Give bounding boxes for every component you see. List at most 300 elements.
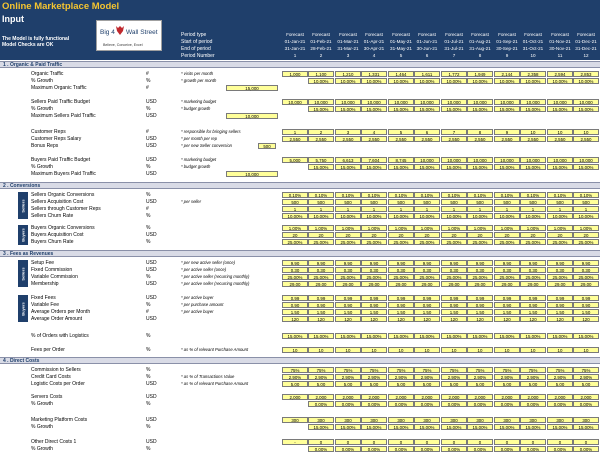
value-cell[interactable]: 5,000 xyxy=(282,157,308,162)
value-cell[interactable]: 15.00% xyxy=(308,424,334,429)
value-cell[interactable]: 10,000 xyxy=(467,99,493,104)
value-cell[interactable]: 1.00% xyxy=(520,225,546,230)
value-cell[interactable]: 0.90 xyxy=(335,302,361,307)
value-cell[interactable]: 1 xyxy=(441,206,467,211)
value-cell[interactable]: 10,000 xyxy=(282,99,308,104)
value-cell[interactable]: 9.90 xyxy=(282,260,308,265)
value-cell[interactable]: 10.00% xyxy=(573,78,599,83)
value-cell[interactable]: 2,000 xyxy=(414,394,440,399)
value-cell[interactable]: 1.50 xyxy=(467,309,493,314)
value-cell[interactable]: 29.00 xyxy=(520,281,546,286)
value-cell[interactable]: 10 xyxy=(282,347,308,352)
value-cell[interactable]: 15.00% xyxy=(335,424,361,429)
value-cell[interactable]: 0.90 xyxy=(282,302,308,307)
value-cell[interactable]: 10,000 xyxy=(441,157,467,162)
value-cell[interactable]: 0.00% xyxy=(441,446,467,451)
value-cell[interactable]: 15.00% xyxy=(361,164,387,169)
value-cell[interactable]: 0 xyxy=(308,439,334,444)
value-cell[interactable]: 10,000 xyxy=(520,157,546,162)
value-cell[interactable]: 300 xyxy=(361,417,387,422)
value-cell[interactable]: 10,000 xyxy=(441,99,467,104)
value-cell[interactable]: 1,331 xyxy=(361,71,387,76)
value-cell[interactable]: 500 xyxy=(441,199,467,204)
value-cell[interactable]: 15.00% xyxy=(335,164,361,169)
value-cell[interactable]: - xyxy=(282,439,308,444)
value-cell[interactable]: 25.00% xyxy=(547,274,573,279)
value-cell[interactable]: 15.00% xyxy=(573,164,599,169)
value-cell[interactable]: 500 xyxy=(520,199,546,204)
value-cell[interactable]: 10.00% xyxy=(361,213,387,218)
value-cell[interactable]: 0.30 xyxy=(414,267,440,272)
value-cell[interactable]: 0.00% xyxy=(441,401,467,406)
value-cell[interactable]: 2,550 xyxy=(414,136,440,141)
value-cell[interactable]: 2.90% xyxy=(308,374,334,379)
value-cell[interactable]: 1.50 xyxy=(335,309,361,314)
value-cell[interactable]: 25.00% xyxy=(308,239,334,244)
value-cell[interactable]: 15.00% xyxy=(441,164,467,169)
value-cell[interactable]: 1.50 xyxy=(441,309,467,314)
value-cell[interactable]: 300 xyxy=(467,417,493,422)
value-cell[interactable]: 0.99 xyxy=(520,295,546,300)
value-cell[interactable]: 10.00% xyxy=(494,213,520,218)
value-cell[interactable]: 29.00 xyxy=(361,281,387,286)
bonus-value-cell[interactable]: 500 xyxy=(258,143,276,148)
value-cell[interactable]: 0.00% xyxy=(573,401,599,406)
value-cell[interactable]: 10.00% xyxy=(282,213,308,218)
value-cell[interactable]: 0.30 xyxy=(335,267,361,272)
value-cell[interactable]: 10,000 xyxy=(573,157,599,162)
value-cell[interactable]: 2,000 xyxy=(361,394,387,399)
value-cell[interactable]: 10,000 xyxy=(414,157,440,162)
value-cell[interactable]: 2,000 xyxy=(547,394,573,399)
value-cell[interactable]: 5.00 xyxy=(308,381,334,386)
value-cell[interactable]: 20 xyxy=(573,232,599,237)
value-cell[interactable]: 1.00% xyxy=(547,225,573,230)
value-cell[interactable]: 500 xyxy=(414,199,440,204)
value-cell[interactable]: 2.90% xyxy=(573,374,599,379)
value-cell[interactable]: 0 xyxy=(573,439,599,444)
value-cell[interactable]: 10 xyxy=(573,347,599,352)
value-cell[interactable]: 1.00% xyxy=(388,225,414,230)
value-cell[interactable]: 9.90 xyxy=(414,260,440,265)
value-cell[interactable]: 120 xyxy=(308,316,334,321)
value-cell[interactable]: 1.00% xyxy=(494,225,520,230)
value-cell[interactable]: 29.00 xyxy=(547,281,573,286)
value-cell[interactable]: 120 xyxy=(494,316,520,321)
value-cell[interactable]: 120 xyxy=(573,316,599,321)
value-cell[interactable]: 10 xyxy=(467,347,493,352)
value-cell[interactable]: 500 xyxy=(308,199,334,204)
value-cell[interactable]: 9.90 xyxy=(441,260,467,265)
value-cell[interactable]: 0.99 xyxy=(335,295,361,300)
value-cell[interactable]: 0.90 xyxy=(361,302,387,307)
value-cell[interactable]: 1.50 xyxy=(282,309,308,314)
value-cell[interactable]: 9 xyxy=(494,129,520,134)
value-cell[interactable]: 10.00% xyxy=(547,213,573,218)
value-cell[interactable]: 300 xyxy=(573,417,599,422)
value-cell[interactable]: 15.00% xyxy=(388,106,414,111)
value-cell[interactable]: 0.10% xyxy=(520,192,546,197)
value-cell[interactable]: 75% xyxy=(547,367,573,372)
value-cell[interactable]: 9.90 xyxy=(494,260,520,265)
value-cell[interactable]: 500 xyxy=(282,199,308,204)
value-cell[interactable]: 25.00% xyxy=(361,274,387,279)
value-cell[interactable]: 10.00% xyxy=(467,213,493,218)
value-cell[interactable]: 25.00% xyxy=(573,274,599,279)
value-cell[interactable]: 15.00% xyxy=(467,164,493,169)
value-cell[interactable]: 0.99 xyxy=(388,295,414,300)
value-cell[interactable]: 1.50 xyxy=(361,309,387,314)
value-cell[interactable]: 9.90 xyxy=(547,260,573,265)
value-cell[interactable]: 75% xyxy=(573,367,599,372)
value-cell[interactable]: 0.30 xyxy=(361,267,387,272)
value-cell[interactable]: 9.90 xyxy=(520,260,546,265)
value-cell[interactable]: 1.50 xyxy=(547,309,573,314)
value-cell[interactable]: 10,000 xyxy=(414,99,440,104)
value-cell[interactable]: 0.10% xyxy=(573,192,599,197)
value-cell[interactable]: 20 xyxy=(414,232,440,237)
value-cell[interactable]: 1 xyxy=(282,129,308,134)
value-cell[interactable]: 75% xyxy=(282,367,308,372)
value-cell[interactable]: 15.00% xyxy=(520,106,546,111)
value-cell[interactable]: 0.10% xyxy=(441,192,467,197)
value-cell[interactable]: 0.90 xyxy=(494,302,520,307)
value-cell[interactable]: 0.00% xyxy=(494,401,520,406)
value-cell[interactable]: 15.00% xyxy=(494,333,520,338)
value-cell[interactable]: 15.00% xyxy=(547,424,573,429)
value-cell[interactable]: 0.90 xyxy=(414,302,440,307)
value-cell[interactable]: 0.30 xyxy=(573,267,599,272)
value-cell[interactable]: 300 xyxy=(335,417,361,422)
value-cell[interactable]: 5,750 xyxy=(308,157,334,162)
value-cell[interactable]: 0 xyxy=(414,439,440,444)
value-cell[interactable]: 0.00% xyxy=(335,401,361,406)
value-cell[interactable]: 20 xyxy=(467,232,493,237)
value-cell[interactable]: 10.00% xyxy=(308,213,334,218)
value-cell[interactable]: 2,000 xyxy=(282,394,308,399)
value-cell[interactable]: 2,000 xyxy=(467,394,493,399)
value-cell[interactable]: 1 xyxy=(520,206,546,211)
value-cell[interactable]: 15.00% xyxy=(467,106,493,111)
value-cell[interactable]: 10,000 xyxy=(573,99,599,104)
value-cell[interactable]: 0.10% xyxy=(335,192,361,197)
value-cell[interactable]: 10,000 xyxy=(547,99,573,104)
value-cell[interactable]: 1.00% xyxy=(308,225,334,230)
value-cell[interactable]: 10,000 xyxy=(361,99,387,104)
value-cell[interactable]: 29.00 xyxy=(308,281,334,286)
value-cell[interactable]: 2,358 xyxy=(520,71,546,76)
value-cell[interactable]: 9.90 xyxy=(573,260,599,265)
value-cell[interactable]: 10.00% xyxy=(335,78,361,83)
value-cell[interactable]: 300 xyxy=(414,417,440,422)
value-cell[interactable]: 500 xyxy=(388,199,414,204)
value-cell[interactable]: 0.00% xyxy=(573,446,599,451)
value-cell[interactable]: 4 xyxy=(361,129,387,134)
value-cell[interactable]: 1.50 xyxy=(494,309,520,314)
value-cell[interactable]: 0.00% xyxy=(467,446,493,451)
value-cell[interactable]: 1.00% xyxy=(335,225,361,230)
value-cell[interactable]: 0.99 xyxy=(547,295,573,300)
value-cell[interactable]: 0.10% xyxy=(282,192,308,197)
value-cell[interactable]: 9.90 xyxy=(388,260,414,265)
value-cell[interactable]: 0.99 xyxy=(361,295,387,300)
value-cell[interactable]: 25.00% xyxy=(414,274,440,279)
value-cell[interactable]: 0 xyxy=(361,439,387,444)
value-cell[interactable]: 1 xyxy=(547,206,573,211)
value-cell[interactable]: 1 xyxy=(414,206,440,211)
value-cell[interactable]: 0.00% xyxy=(494,446,520,451)
value-cell[interactable]: 2,000 xyxy=(573,394,599,399)
value-cell[interactable]: 0.00% xyxy=(414,401,440,406)
value-cell[interactable]: 15.00% xyxy=(388,424,414,429)
value-cell[interactable]: 2.90% xyxy=(520,374,546,379)
value-cell[interactable]: 10 xyxy=(573,129,599,134)
value-cell[interactable]: 15.00% xyxy=(573,424,599,429)
value-cell[interactable]: 500 xyxy=(467,199,493,204)
value-cell[interactable]: 2.90% xyxy=(441,374,467,379)
value-cell[interactable]: 29.00 xyxy=(494,281,520,286)
value-cell[interactable]: 500 xyxy=(494,199,520,204)
value-cell[interactable]: 0.90 xyxy=(388,302,414,307)
value-cell[interactable]: 300 xyxy=(282,417,308,422)
value-cell[interactable]: 0.00% xyxy=(361,446,387,451)
value-cell[interactable]: 25.00% xyxy=(520,274,546,279)
value-cell[interactable]: 25.00% xyxy=(520,239,546,244)
value-cell[interactable]: 10 xyxy=(308,347,334,352)
value-cell[interactable]: 20 xyxy=(361,232,387,237)
value-cell[interactable]: 2,000 xyxy=(308,394,334,399)
value-cell[interactable]: 5.00 xyxy=(467,381,493,386)
value-cell[interactable]: 15.00% xyxy=(388,333,414,338)
value-cell[interactable]: 2,550 xyxy=(388,136,414,141)
max-value-cell[interactable]: 10,000 xyxy=(226,171,278,176)
value-cell[interactable]: 1.00% xyxy=(361,225,387,230)
value-cell[interactable]: 10.00% xyxy=(414,78,440,83)
value-cell[interactable]: 75% xyxy=(520,367,546,372)
value-cell[interactable]: 1.50 xyxy=(388,309,414,314)
value-cell[interactable]: 0.30 xyxy=(520,267,546,272)
value-cell[interactable]: 15.00% xyxy=(520,164,546,169)
value-cell[interactable]: 1 xyxy=(308,206,334,211)
value-cell[interactable]: 25.00% xyxy=(547,239,573,244)
value-cell[interactable]: 7 xyxy=(441,129,467,134)
value-cell[interactable]: 2,550 xyxy=(282,136,308,141)
value-cell[interactable]: 2,000 xyxy=(494,394,520,399)
value-cell[interactable]: 2,000 xyxy=(520,394,546,399)
value-cell[interactable]: 10,000 xyxy=(547,157,573,162)
value-cell[interactable]: 25.00% xyxy=(361,239,387,244)
value-cell[interactable]: 29.00 xyxy=(282,281,308,286)
value-cell[interactable]: 75% xyxy=(388,367,414,372)
value-cell[interactable]: 6 xyxy=(414,129,440,134)
value-cell[interactable]: 300 xyxy=(494,417,520,422)
value-cell[interactable]: 0.99 xyxy=(573,295,599,300)
value-cell[interactable]: 1.00% xyxy=(282,225,308,230)
value-cell[interactable]: 10 xyxy=(520,347,546,352)
value-cell[interactable]: 2,000 xyxy=(335,394,361,399)
value-cell[interactable]: 29.00 xyxy=(388,281,414,286)
value-cell[interactable]: 10,000 xyxy=(388,99,414,104)
value-cell[interactable]: 10,000 xyxy=(467,157,493,162)
value-cell[interactable]: 1 xyxy=(282,206,308,211)
value-cell[interactable]: 0 xyxy=(547,439,573,444)
value-cell[interactable]: 0 xyxy=(335,439,361,444)
value-cell[interactable]: 10 xyxy=(361,347,387,352)
value-cell[interactable]: 15.00% xyxy=(335,106,361,111)
value-cell[interactable]: 15.00% xyxy=(547,164,573,169)
value-cell[interactable]: 15.00% xyxy=(547,106,573,111)
value-cell[interactable]: 0.90 xyxy=(547,302,573,307)
value-cell[interactable]: 15.00% xyxy=(520,424,546,429)
value-cell[interactable]: 29.00 xyxy=(414,281,440,286)
value-cell[interactable]: 1.50 xyxy=(414,309,440,314)
value-cell[interactable]: 0.00% xyxy=(467,401,493,406)
value-cell[interactable]: 15.00% xyxy=(414,106,440,111)
value-cell[interactable]: 20 xyxy=(520,232,546,237)
value-cell[interactable]: 1,000 xyxy=(282,71,308,76)
value-cell[interactable]: 0.90 xyxy=(573,302,599,307)
value-cell[interactable]: 25.00% xyxy=(441,239,467,244)
value-cell[interactable]: 10,000 xyxy=(494,157,520,162)
value-cell[interactable]: 15.00% xyxy=(361,106,387,111)
value-cell[interactable]: 2.90% xyxy=(547,374,573,379)
value-cell[interactable]: 0 xyxy=(520,439,546,444)
value-cell[interactable]: 10 xyxy=(335,347,361,352)
value-cell[interactable]: 0.10% xyxy=(361,192,387,197)
value-cell[interactable]: 500 xyxy=(573,199,599,204)
value-cell[interactable]: 300 xyxy=(308,417,334,422)
value-cell[interactable]: 0.30 xyxy=(494,267,520,272)
value-cell[interactable]: 0 xyxy=(494,439,520,444)
value-cell[interactable]: 75% xyxy=(335,367,361,372)
value-cell[interactable]: 10.00% xyxy=(467,78,493,83)
value-cell[interactable]: 0.99 xyxy=(494,295,520,300)
value-cell[interactable]: 10.00% xyxy=(388,78,414,83)
value-cell[interactable]: 15.00% xyxy=(308,333,334,338)
value-cell[interactable]: 0.30 xyxy=(467,267,493,272)
value-cell[interactable]: 25.00% xyxy=(467,274,493,279)
value-cell[interactable]: 2.90% xyxy=(335,374,361,379)
value-cell[interactable]: 10.00% xyxy=(573,213,599,218)
value-cell[interactable]: 15.00% xyxy=(308,106,334,111)
value-cell[interactable]: 25.00% xyxy=(494,274,520,279)
value-cell[interactable]: 10.00% xyxy=(335,213,361,218)
value-cell[interactable]: 25.00% xyxy=(388,274,414,279)
value-cell[interactable]: 0.99 xyxy=(414,295,440,300)
value-cell[interactable]: 300 xyxy=(547,417,573,422)
value-cell[interactable]: 0.30 xyxy=(308,267,334,272)
value-cell[interactable]: 1,949 xyxy=(467,71,493,76)
value-cell[interactable]: 500 xyxy=(547,199,573,204)
value-cell[interactable]: 25.00% xyxy=(414,239,440,244)
value-cell[interactable]: 75% xyxy=(414,367,440,372)
value-cell[interactable]: 10.00% xyxy=(361,78,387,83)
value-cell[interactable]: 15.00% xyxy=(282,333,308,338)
value-cell[interactable]: 2,000 xyxy=(441,394,467,399)
value-cell[interactable]: 0.00% xyxy=(361,401,387,406)
value-cell[interactable]: 5.00 xyxy=(414,381,440,386)
value-cell[interactable]: 120 xyxy=(467,316,493,321)
value-cell[interactable]: 500 xyxy=(361,199,387,204)
value-cell[interactable]: 1 xyxy=(335,206,361,211)
value-cell[interactable]: 10.00% xyxy=(520,213,546,218)
value-cell[interactable]: 25.00% xyxy=(282,239,308,244)
value-cell[interactable]: 5.00 xyxy=(335,381,361,386)
value-cell[interactable]: 0.00% xyxy=(547,401,573,406)
value-cell[interactable]: 2,550 xyxy=(361,136,387,141)
value-cell[interactable]: 25.00% xyxy=(388,239,414,244)
value-cell[interactable]: 2,550 xyxy=(547,136,573,141)
value-cell[interactable]: 120 xyxy=(414,316,440,321)
value-cell[interactable]: 0.30 xyxy=(547,267,573,272)
value-cell[interactable]: 1 xyxy=(573,206,599,211)
value-cell[interactable]: 300 xyxy=(441,417,467,422)
value-cell[interactable]: 0.00% xyxy=(308,401,334,406)
value-cell[interactable]: 1.50 xyxy=(308,309,334,314)
value-cell[interactable]: 25.00% xyxy=(308,274,334,279)
value-cell[interactable]: 15.00% xyxy=(335,333,361,338)
value-cell[interactable]: 120 xyxy=(335,316,361,321)
value-cell[interactable]: 1,100 xyxy=(308,71,334,76)
value-cell[interactable]: 0.00% xyxy=(308,446,334,451)
value-cell[interactable]: 2,550 xyxy=(520,136,546,141)
value-cell[interactable]: 10,000 xyxy=(335,99,361,104)
value-cell[interactable]: 10 xyxy=(441,347,467,352)
value-cell[interactable]: 2.90% xyxy=(467,374,493,379)
value-cell[interactable]: 20 xyxy=(308,232,334,237)
value-cell[interactable]: 0.10% xyxy=(388,192,414,197)
value-cell[interactable]: 1.50 xyxy=(573,309,599,314)
value-cell[interactable]: 2 xyxy=(308,129,334,134)
value-cell[interactable]: 0.99 xyxy=(282,295,308,300)
value-cell[interactable]: 10.00% xyxy=(308,78,334,83)
value-cell[interactable]: 10 xyxy=(547,129,573,134)
value-cell[interactable]: 5.00 xyxy=(520,381,546,386)
value-cell[interactable]: 1.50 xyxy=(520,309,546,314)
value-cell[interactable]: 8,745 xyxy=(388,157,414,162)
value-cell[interactable]: 2,550 xyxy=(573,136,599,141)
value-cell[interactable]: 5.00 xyxy=(573,381,599,386)
value-cell[interactable]: 2,144 xyxy=(494,71,520,76)
max-value-cell[interactable]: 15,000 xyxy=(226,85,278,90)
value-cell[interactable]: 1,210 xyxy=(335,71,361,76)
value-cell[interactable]: 10.00% xyxy=(494,78,520,83)
value-cell[interactable]: 1.00% xyxy=(414,225,440,230)
value-cell[interactable]: 15.00% xyxy=(494,164,520,169)
value-cell[interactable]: 8 xyxy=(467,129,493,134)
value-cell[interactable]: 0.00% xyxy=(547,446,573,451)
value-cell[interactable]: 1,772 xyxy=(441,71,467,76)
value-cell[interactable]: 29.00 xyxy=(335,281,361,286)
value-cell[interactable]: 15.00% xyxy=(467,424,493,429)
value-cell[interactable]: 20 xyxy=(547,232,573,237)
value-cell[interactable]: 15.00% xyxy=(494,106,520,111)
value-cell[interactable]: 75% xyxy=(308,367,334,372)
value-cell[interactable]: 25.00% xyxy=(573,239,599,244)
value-cell[interactable]: 2,853 xyxy=(573,71,599,76)
value-cell[interactable]: 15.00% xyxy=(414,333,440,338)
value-cell[interactable]: 1 xyxy=(388,206,414,211)
value-cell[interactable]: 10.00% xyxy=(441,213,467,218)
value-cell[interactable]: 29.00 xyxy=(573,281,599,286)
value-cell[interactable]: 15.00% xyxy=(414,424,440,429)
value-cell[interactable]: 0.99 xyxy=(441,295,467,300)
value-cell[interactable]: 0 xyxy=(388,439,414,444)
value-cell[interactable]: 75% xyxy=(441,367,467,372)
value-cell[interactable]: 2.90% xyxy=(414,374,440,379)
value-cell[interactable]: 0.30 xyxy=(441,267,467,272)
value-cell[interactable]: 15.00% xyxy=(441,333,467,338)
